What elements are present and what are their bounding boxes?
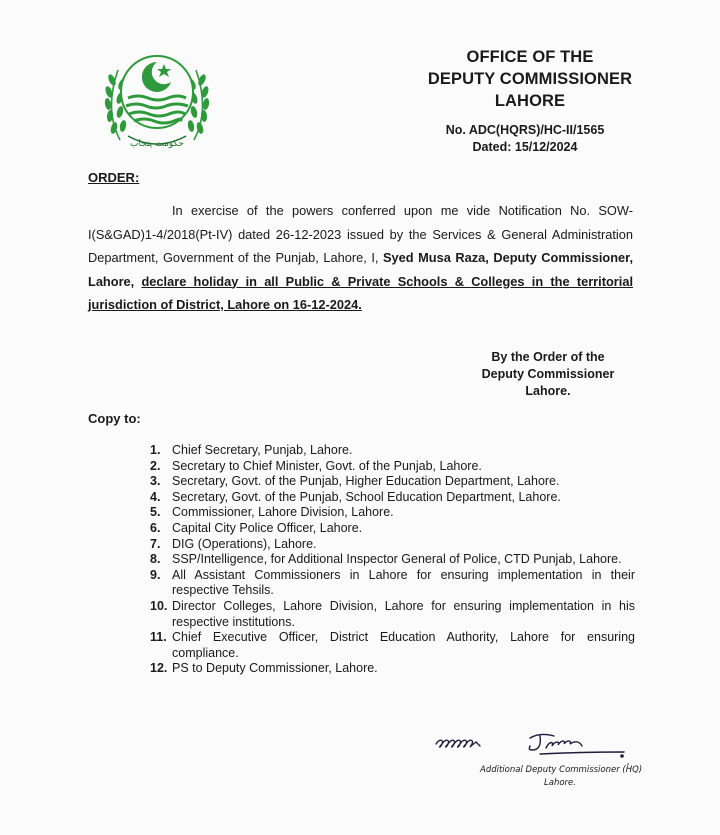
list-item-text: SSP/Intelligence, for Additional Inspector General of Police, CTD Punjab, Lahore.: [172, 552, 622, 567]
list-item: [150, 474, 635, 490]
list-item-number: 3.: [150, 474, 161, 489]
list-item-number: 9.: [150, 567, 161, 582]
list-item-text: Chief Secretary, Punjab, Lahore.: [172, 443, 353, 457]
list-item-number: 11.: [150, 630, 167, 645]
by-order-line-2: Deputy Commissioner: [481, 367, 615, 381]
list-item-text: Secretary, Govt. of the Punjab, School Education Department, Lahore.: [172, 489, 561, 504]
office-line-2: DEPUTY COMMISSIONER: [427, 70, 633, 88]
office-heading: [415, 46, 645, 112]
list-item-text: DIG (Operations), Lahore.: [172, 536, 317, 551]
order-decision: declare holiday in all Public & Private Schools & Colleges in the territorial jurisdiction of District, Lahore on 16-12-2024.: [88, 273, 633, 312]
list-item-text: Chief Executive Officer, District Education Authority, Lahore for ensuring compliance.: [172, 630, 635, 660]
list-item: [150, 630, 635, 661]
list-item-number: 10.: [150, 598, 168, 613]
list-item-text: Capital City Police Officer, Lahore.: [172, 520, 363, 535]
signature-location: Lahore.: [544, 778, 576, 788]
list-item-text: Secretary, Govt. of the Punjab, Higher Education Department, Lahore.: [172, 474, 560, 489]
signature-designation: Additional Deputy Commissioner (HQ): [480, 765, 643, 775]
list-item: [150, 490, 635, 506]
reference-block: [420, 122, 630, 156]
reference-number: No. ADC(HQRS)/HC-II/1565: [445, 123, 605, 137]
list-item-text: Secretary to Chief Minister, Govt. of the Punjab, Lahore.: [172, 458, 482, 473]
list-item-number: 1.: [150, 443, 161, 457]
list-item: [150, 521, 635, 537]
signature-caption: [480, 764, 643, 790]
order-signatory-name: Syed Musa Raza, Deputy Commissioner, Lahore,: [88, 250, 634, 289]
copy-to-list: [150, 443, 635, 677]
order-paragraph: [88, 199, 633, 317]
list-item: [150, 459, 635, 475]
list-item-number: 4.: [150, 489, 161, 504]
copy-to-heading: Copy to:: [88, 411, 141, 426]
list-item-text: PS to Deputy Commissioner, Lahore.: [172, 661, 378, 676]
list-item-number: 6.: [150, 520, 161, 535]
svg-text:حکومت پنجاب: حکومت پنجاب: [130, 139, 184, 149]
reference-date: Dated: 15/12/2024: [472, 140, 578, 154]
list-item: [150, 552, 635, 568]
list-item-number: 2.: [150, 458, 161, 473]
list-item-number: 12.: [150, 661, 168, 676]
list-item: [150, 599, 635, 630]
list-item-number: 8.: [150, 552, 161, 567]
by-order-line-3: Lahore.: [525, 384, 571, 398]
list-item-text: All Assistant Commissioners in Lahore for ensuring implementation in their respective Tehsils.: [172, 567, 635, 598]
list-item-number: 5.: [150, 505, 161, 520]
list-item: [150, 505, 635, 521]
order-heading: ORDER:: [88, 170, 140, 185]
list-item-text: Director Colleges, Lahore Division, Lahore for ensuring implementation in his respective institutions.: [172, 598, 635, 629]
list-item-text: Commissioner, Lahore Division, Lahore.: [172, 505, 394, 520]
by-order-block: [468, 349, 628, 400]
list-item: [150, 443, 635, 459]
list-item: [150, 661, 635, 677]
punjab-government-emblem: [98, 40, 216, 162]
list-item: [150, 537, 635, 553]
list-item-number: 7.: [150, 536, 161, 551]
office-line-1: OFFICE OF THE: [466, 48, 594, 66]
order-text-part1: In exercise of the powers conferred upon me vide Notification No. SOW-I(S&GAD)1-4/2018(Pt-IV) dated 26-12-2023 issued by the Services & General Administration Department, Government of the Punjab, Lahore, I,: [88, 203, 633, 265]
office-line-3: LAHORE: [494, 92, 566, 110]
by-order-line-1: By the Order of the: [491, 350, 605, 364]
list-item: [150, 568, 635, 599]
